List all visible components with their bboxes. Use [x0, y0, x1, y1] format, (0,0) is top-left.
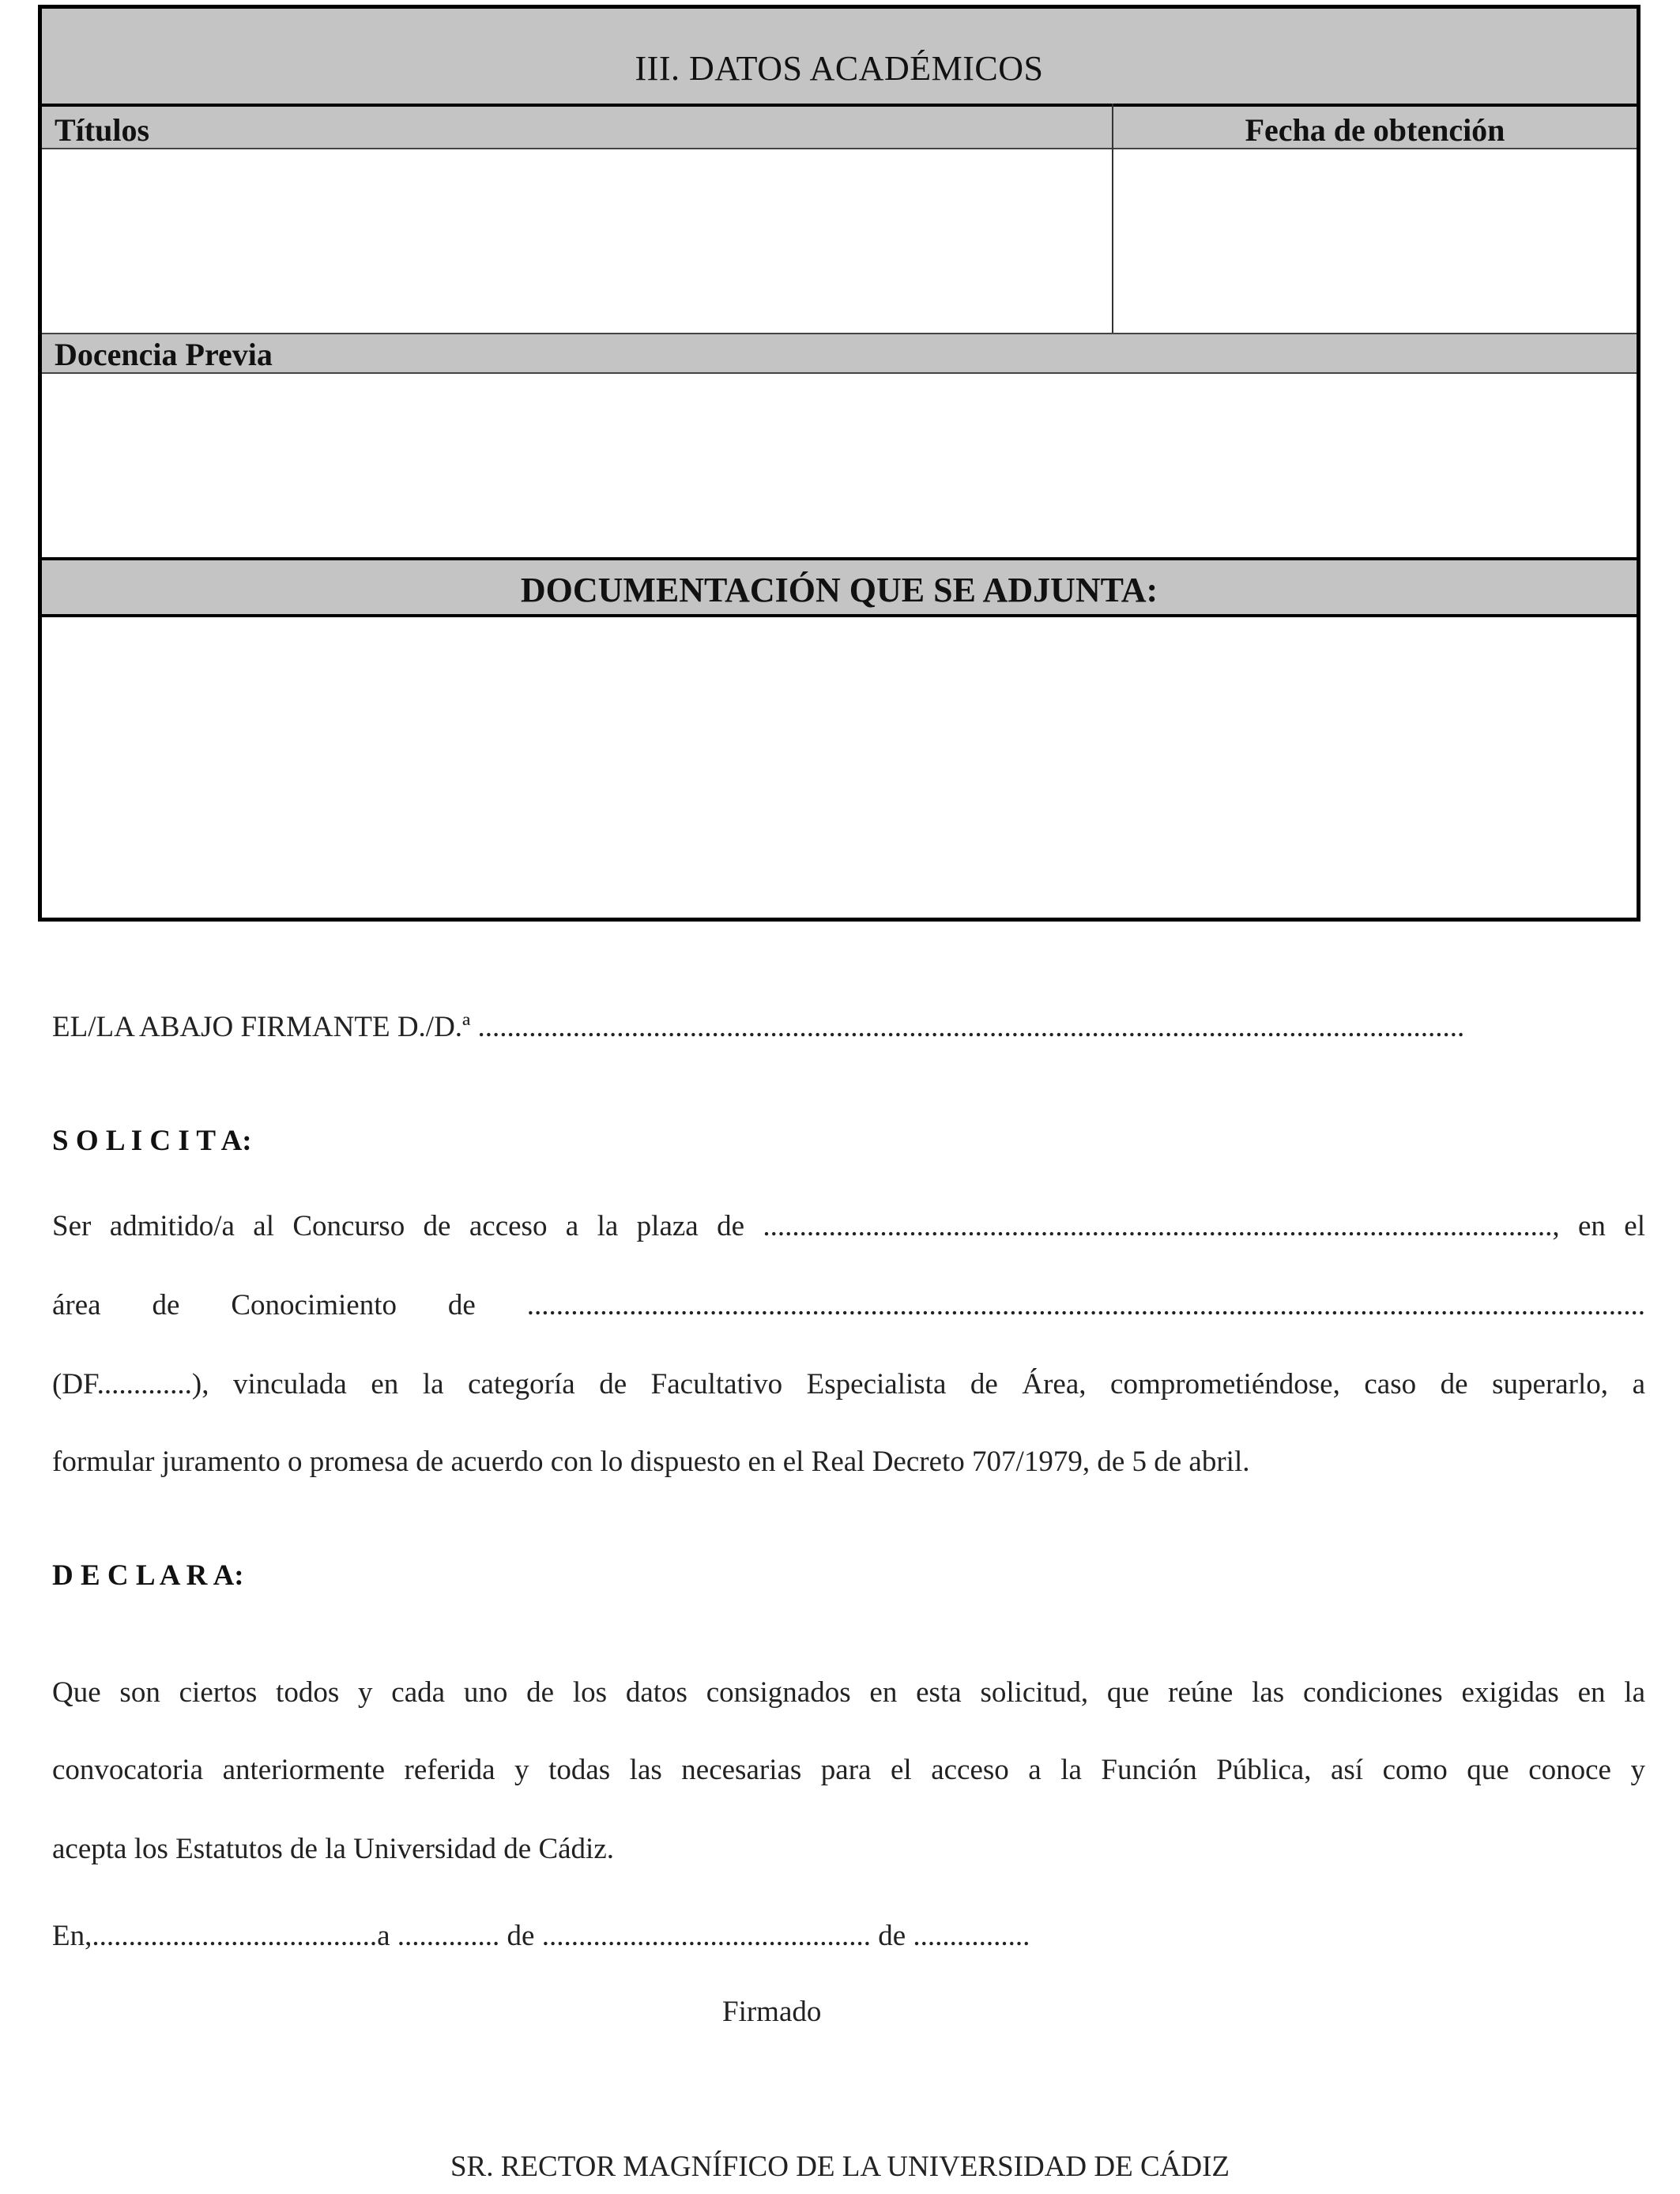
docencia-previa-field[interactable]	[42, 374, 1637, 557]
column-divider	[1112, 104, 1113, 333]
lugar-fecha-line: En,.......................................a .............. de ............................................. de ................	[52, 1920, 1030, 1952]
titles-header-row	[42, 104, 1637, 149]
docencia-header-row	[42, 333, 1637, 374]
documentacion-field[interactable]	[42, 617, 1637, 918]
titulos-field[interactable]	[42, 149, 1112, 333]
solicita-line: formular juramento o promesa de acuerdo con lo dispuesto en el Real Decreto 707/1979, de 5 de abril.	[52, 1446, 1250, 1478]
declara-heading: D E C L A R A:	[52, 1559, 244, 1592]
solicita-line: área de Conocimiento de .........................................................................................................................................................	[52, 1289, 1645, 1321]
solicita-heading: S O L I C I T A:	[52, 1125, 252, 1157]
section-header	[42, 9, 1637, 104]
declara-line: Que son ciertos todos y cada uno de los datos consignados en esta solicitud, que reúne las condiciones exigidas en la	[52, 1676, 1645, 1709]
fecha-obtencion-field[interactable]	[1113, 149, 1637, 333]
declara-line: acepta los Estatutos de la Universidad de Cádiz.	[52, 1833, 615, 1865]
section-title: III. DATOS ACADÉMICOS	[635, 49, 1044, 88]
documentacion-label: DOCUMENTACIÓN QUE SE ADJUNTA:	[520, 571, 1158, 609]
fecha-column-header: Fecha de obtención	[1245, 112, 1505, 148]
docencia-label: Docencia Previa	[55, 337, 273, 372]
firmado-label: Firmado	[722, 1996, 822, 2028]
solicita-line: (DF.............), vinculada en la categoría de Facultativo Especialista de Área, comprometiéndose, caso de superarlo, a	[52, 1368, 1645, 1400]
solicita-line: Ser admitido/a al Concurso de acceso a la plaza de ............................................................................................................, en el	[52, 1210, 1645, 1242]
firmante-line: EL/LA ABAJO FIRMANTE D./D.ª .......................................................................................................................................	[52, 1011, 1465, 1043]
declara-line: convocatoria anteriormente referida y todas las necesarias para el acceso a la Función Pública, así como que conoce y	[52, 1754, 1645, 1786]
titulos-column-header: Títulos	[55, 112, 150, 148]
academic-data-form	[38, 5, 1640, 922]
destinatario: SR. RECTOR MAGNÍFICO DE LA UNIVERSIDAD DE CÁDIZ	[450, 2151, 1230, 2183]
documentacion-header-row	[42, 557, 1637, 617]
